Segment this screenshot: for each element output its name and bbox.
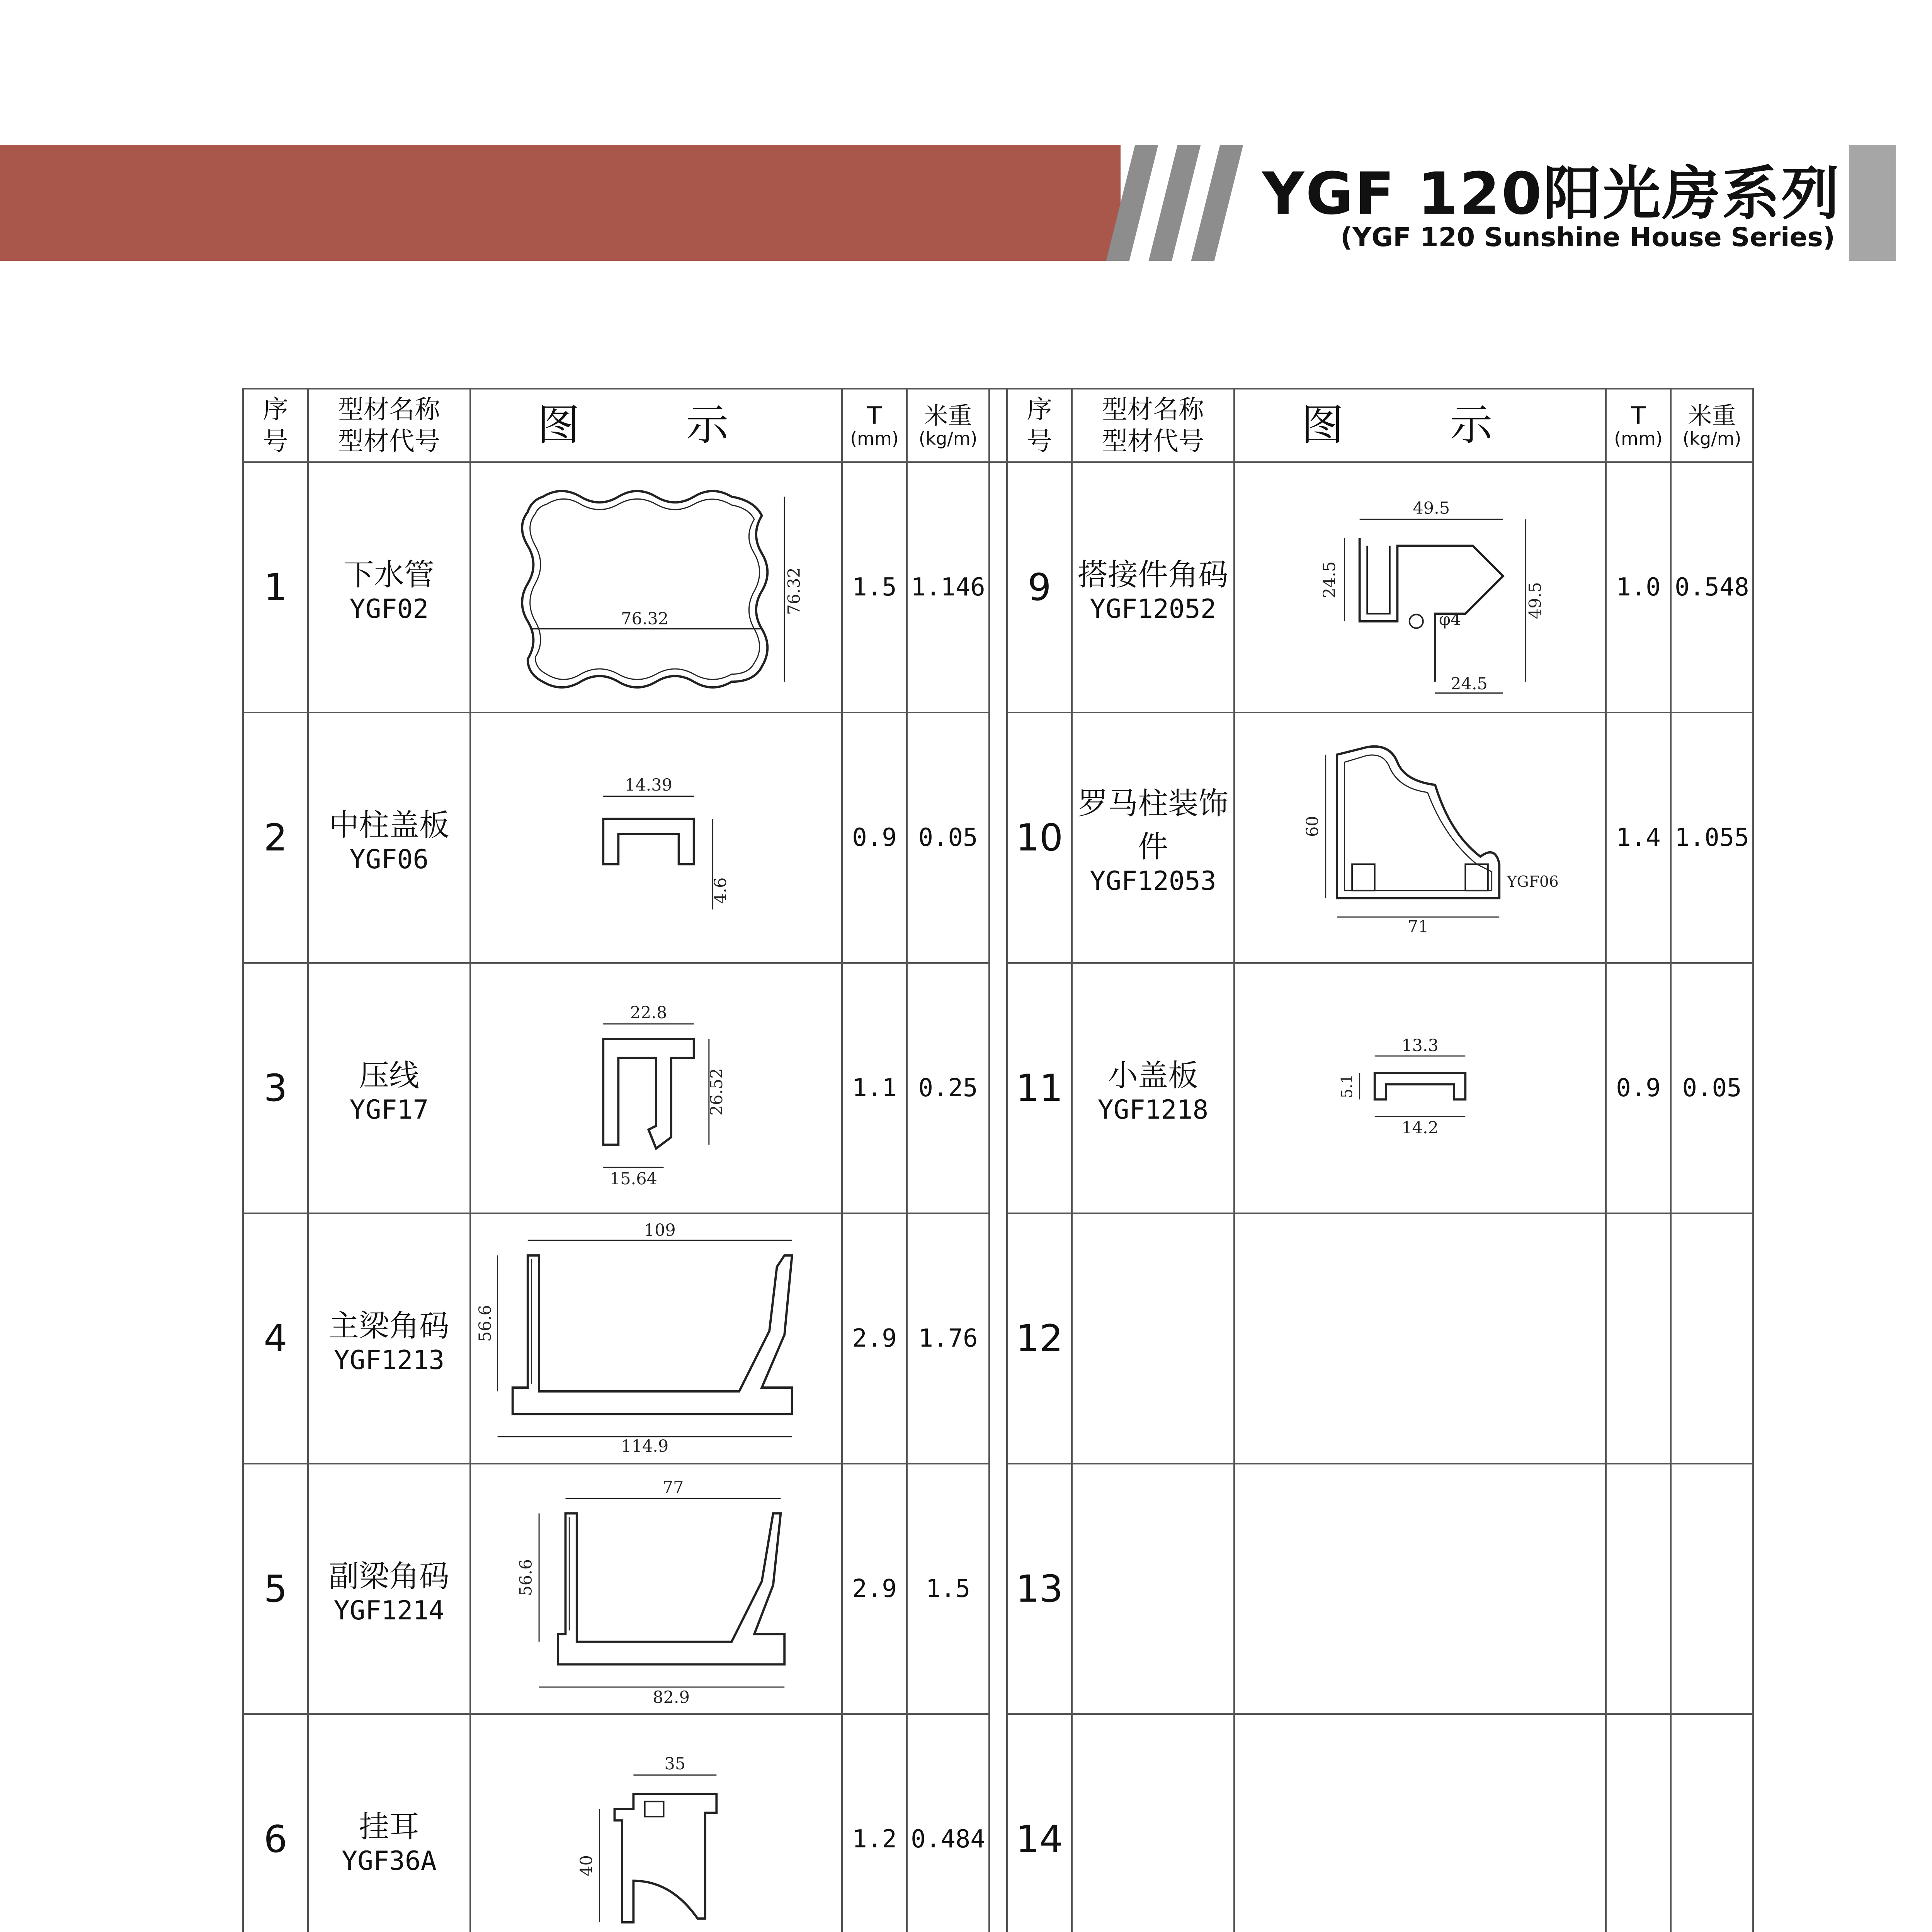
profile-code: YGF12053 — [1090, 866, 1216, 896]
profile-drawing-lap-corner — [1234, 462, 1606, 713]
row-weight: 1.055 — [1671, 713, 1753, 963]
row-thickness — [1606, 1464, 1671, 1714]
table-row — [243, 713, 1753, 963]
header-stripe-2 — [1149, 145, 1201, 261]
empty-drawing-cell — [1234, 1213, 1606, 1464]
dim-top: 49.5 — [1413, 498, 1450, 518]
row-name-cell — [1072, 1464, 1234, 1714]
row-seq: 10 — [1007, 713, 1072, 963]
row-seq: 1 — [243, 462, 308, 713]
empty-drawing-cell — [1234, 1714, 1606, 1932]
lap-corner-profile-drawing — [1239, 467, 1601, 708]
profile-name: 下水管 — [344, 557, 434, 592]
dim-top: 77 — [662, 1478, 684, 1497]
row-thickness: 2.9 — [842, 1213, 907, 1464]
table-gap — [989, 963, 1007, 1213]
row-thickness: 2.9 — [842, 1464, 907, 1714]
table-gap — [989, 389, 1007, 462]
row-seq: 4 — [243, 1213, 308, 1464]
profile-name: 搭接件角码 — [1077, 557, 1228, 592]
row-name-cell — [308, 1714, 470, 1932]
table-header-row — [243, 389, 1753, 462]
dim-height: 40 — [577, 1855, 596, 1876]
row-weight: 1.146 — [907, 462, 989, 713]
row-thickness: 0.9 — [1606, 963, 1671, 1213]
row-weight: 1.76 — [907, 1213, 989, 1464]
row-weight: 0.05 — [1671, 963, 1753, 1213]
row-name-cell — [308, 462, 470, 713]
row-seq: 2 — [243, 713, 308, 963]
header-thickness: T (mm) — [1606, 389, 1671, 462]
profile-drawing-main-beam-corner — [470, 1213, 842, 1464]
dim-bottom: 14.2 — [1401, 1118, 1439, 1138]
dim-width: 35 — [664, 1754, 686, 1774]
secondary-beam-corner-drawing — [475, 1468, 837, 1709]
profile-drawing-mullion-cover — [470, 713, 842, 963]
header-band — [0, 145, 1121, 261]
row-thickness — [1606, 1213, 1671, 1464]
roman-column-profile-drawing — [1239, 717, 1601, 958]
row-thickness: 1.0 — [1606, 462, 1671, 713]
profile-name: 主梁角码 — [328, 1308, 449, 1344]
small-cover-profile-drawing — [1239, 968, 1601, 1209]
row-seq: 12 — [1007, 1213, 1072, 1464]
profile-drawing-downpipe — [470, 462, 842, 713]
hanging-ear-profile-drawing — [475, 1719, 837, 1932]
profile-code: YGF1214 — [333, 1595, 445, 1626]
row-weight — [1671, 1714, 1753, 1932]
header-figure: 图 示 — [1234, 389, 1606, 462]
row-weight: 0.548 — [1671, 462, 1753, 713]
row-weight: 0.25 — [907, 963, 989, 1213]
table-gap — [989, 462, 1007, 713]
mullion-cover-profile-drawing — [475, 717, 837, 958]
profile-code: YGF1213 — [333, 1345, 445, 1376]
profile-code: YGF02 — [349, 594, 429, 624]
row-thickness: 1.5 — [842, 462, 907, 713]
profile-name: 挂耳 — [359, 1809, 419, 1844]
row-name-cell — [308, 1464, 470, 1714]
table-gap — [989, 1464, 1007, 1714]
profile-code: YGF06 — [349, 844, 429, 875]
row-seq: 6 — [243, 1714, 308, 1932]
profile-code: YGF17 — [349, 1094, 429, 1125]
dim-width: 14.39 — [624, 775, 672, 795]
header-name: 型材名称 型材代号 — [308, 389, 470, 462]
row-thickness: 1.4 — [1606, 713, 1671, 963]
row-weight — [1671, 1213, 1753, 1464]
profile-drawing-small-cover — [1234, 963, 1606, 1213]
row-thickness: 1.1 — [842, 963, 907, 1213]
profile-code: YGF1218 — [1097, 1094, 1209, 1125]
profile-code: YGF12052 — [1090, 594, 1216, 624]
header-stripe-3 — [1191, 145, 1243, 261]
row-seq: 11 — [1007, 963, 1072, 1213]
row-name-cell — [1072, 1213, 1234, 1464]
dim-bottom: 82.9 — [653, 1688, 690, 1708]
table-gap — [989, 1714, 1007, 1932]
header-end-block — [1849, 145, 1896, 261]
row-seq: 9 — [1007, 462, 1072, 713]
profile-drawing-secondary-beam-corner — [470, 1464, 842, 1714]
row-seq: 13 — [1007, 1464, 1072, 1714]
header-weight: 米重 (kg/m) — [907, 389, 989, 462]
header-figure: 图 示 — [470, 389, 842, 462]
table-row — [243, 1714, 1753, 1932]
row-name-cell — [308, 1213, 470, 1464]
row-weight — [1671, 1464, 1753, 1714]
series-subtitle: (YGF 120 Sunshine House Series) — [1340, 222, 1835, 253]
dim-height: 60 — [1303, 816, 1323, 837]
dim-width: 71 — [1407, 917, 1429, 937]
profile-drawing-bead — [470, 963, 842, 1213]
row-thickness — [1606, 1714, 1671, 1932]
table-row — [243, 1213, 1753, 1464]
profile-drawing-roman-column — [1234, 713, 1606, 963]
row-weight: 1.5 — [907, 1464, 989, 1714]
ref-code: YGF06 — [1507, 873, 1559, 891]
row-weight: 0.05 — [907, 713, 989, 963]
profile-code: YGF36A — [342, 1845, 437, 1876]
row-seq: 3 — [243, 963, 308, 1213]
dim-height: 26.52 — [707, 1068, 726, 1116]
row-name-cell — [308, 713, 470, 963]
dim-left: 24.5 — [1320, 561, 1340, 599]
header-weight: 米重 (kg/m) — [1671, 389, 1753, 462]
profile-name: 罗马柱装饰件 — [1077, 786, 1228, 864]
table-row — [243, 963, 1753, 1213]
header-name: 型材名称 型材代号 — [1072, 389, 1234, 462]
header-seq: 序 号 — [243, 389, 308, 462]
header-thickness: T (mm) — [842, 389, 907, 462]
row-name-cell — [1072, 1714, 1234, 1932]
row-name-cell — [1072, 713, 1234, 963]
table-gap — [989, 713, 1007, 963]
table-row — [243, 1464, 1753, 1714]
series-title: YGF 120阳光房系列 — [1262, 160, 1841, 228]
dim-top: 13.3 — [1401, 1036, 1439, 1056]
row-weight: 0.484 — [907, 1714, 989, 1932]
profile-name: 副梁角码 — [328, 1559, 449, 1594]
empty-drawing-cell — [1234, 1464, 1606, 1714]
profile-name: 小盖板 — [1107, 1058, 1198, 1093]
dim-top: 109 — [644, 1221, 676, 1240]
dim-top: 22.8 — [630, 1003, 667, 1023]
profile-name: 中柱盖板 — [328, 808, 449, 843]
bead-profile-drawing — [475, 968, 837, 1209]
dim-height: 4.6 — [711, 877, 730, 904]
row-seq: 14 — [1007, 1714, 1072, 1932]
dim-height: 5.1 — [1338, 1074, 1356, 1099]
row-name-cell — [1072, 963, 1234, 1213]
profile-drawing-hanging-ear — [470, 1714, 842, 1932]
header-seq: 序 号 — [1007, 389, 1072, 462]
row-seq: 5 — [243, 1464, 308, 1714]
dim-width: 76.32 — [621, 609, 669, 629]
dim-bottom: 114.9 — [621, 1437, 669, 1456]
dim-right: 49.5 — [1526, 582, 1545, 619]
dim-height: 56.6 — [476, 1305, 495, 1342]
dim-height: 76.32 — [784, 567, 804, 615]
profile-spec-table — [242, 388, 1749, 1932]
table-gap — [989, 1213, 1007, 1464]
dim-bottom: 15.64 — [609, 1169, 657, 1189]
row-thickness: 1.2 — [842, 1714, 907, 1932]
dim-height: 56.6 — [516, 1559, 536, 1596]
profile-name: 压线 — [359, 1058, 419, 1093]
row-name-cell — [1072, 462, 1234, 713]
table-row — [243, 462, 1753, 713]
row-name-cell — [308, 963, 470, 1213]
dim-hole: φ4 — [1439, 610, 1461, 629]
dim-bottom: 24.5 — [1451, 674, 1488, 694]
main-beam-corner-drawing — [475, 1218, 837, 1459]
downpipe-profile-drawing — [475, 467, 837, 708]
row-thickness: 0.9 — [842, 713, 907, 963]
